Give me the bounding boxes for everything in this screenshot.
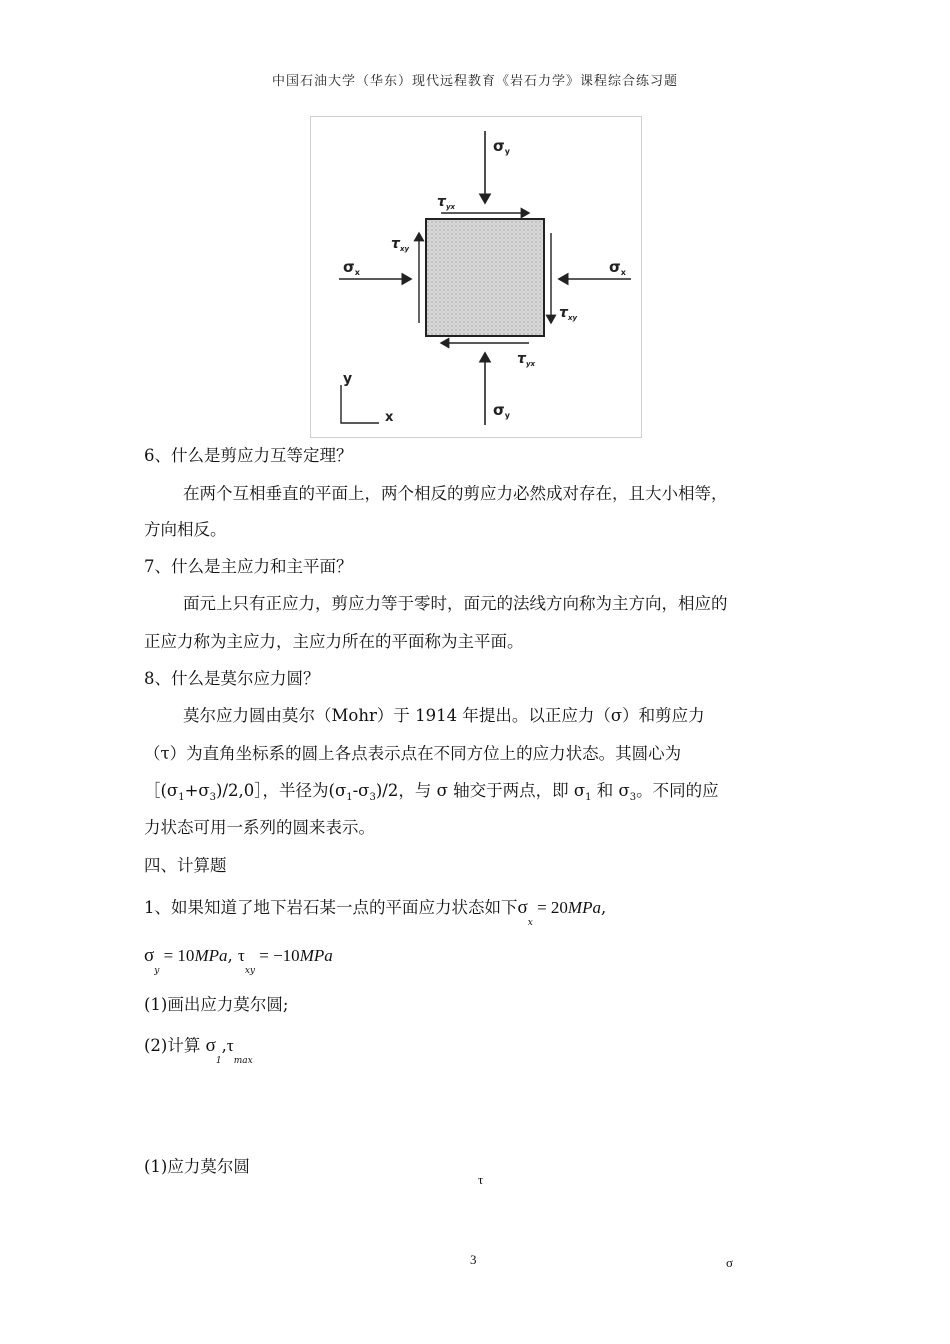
xy-axes bbox=[341, 385, 379, 423]
tau-yx-bottom-label: τ bbox=[517, 351, 526, 367]
tau-axis-label: τ bbox=[478, 1172, 484, 1187]
sigma-axis-label: σ bbox=[726, 1255, 734, 1270]
svg-text:σy bbox=[493, 137, 511, 156]
calc1-conditions: $\sigma_y = 10MPa$, $\tau_{xy} = -10MPa$ bbox=[144, 945, 333, 976]
tau-xy-left-label: τ bbox=[391, 236, 400, 252]
sigma-x-right-sub: x bbox=[620, 268, 626, 277]
section-title-calculation: 四、计算题 bbox=[144, 856, 227, 875]
calc1-intro: 1、如果知道了地下岩石某一点的平面应力状态如下$\sigma_x = 20MPa$, bbox=[144, 897, 607, 928]
svg-text:τxy bbox=[559, 305, 577, 322]
tau-yx-top-sub: yx bbox=[445, 203, 456, 211]
tau-yx-top-label: τ bbox=[437, 194, 446, 210]
calc1-part1: (1)画出应力莫尔圆; bbox=[144, 995, 289, 1014]
q8-question: 8、什么是莫尔应力圆？ bbox=[144, 669, 320, 688]
sigma-y-top-label: σ bbox=[493, 137, 505, 155]
stress-element-figure bbox=[310, 116, 642, 438]
calc1-part2: (2)计算 $\sigma_1,\tau_{max}$ bbox=[144, 1035, 253, 1066]
sigma-x-left-label: σ bbox=[343, 258, 355, 276]
q8-answer-line2: （τ）为直角坐标系的圆上各点表示点在不同方位上的应力状态。其圆心为 bbox=[144, 744, 682, 763]
q7-answer-line1: 面元上只有正应力，剪应力等于零时，面元的法线方向称为主方向，相应的 bbox=[183, 594, 728, 613]
tau-yx-bottom-sub: yx bbox=[525, 360, 536, 368]
sigma-y-top-sub: y bbox=[504, 147, 510, 156]
answer-heading-mohr-circle: (1)应力莫尔圆 bbox=[144, 1157, 250, 1176]
axis-y-label: y bbox=[343, 371, 353, 387]
stress-element-square bbox=[426, 219, 544, 336]
svg-text:σy bbox=[493, 401, 511, 420]
q6-answer-line1: 在两个互相垂直的平面上，两个相反的剪应力必然成对存在，且大小相等， bbox=[183, 484, 728, 503]
q8-answer-line4: 力状态可用一系列的圆来表示。 bbox=[144, 818, 375, 837]
svg-text:σx bbox=[343, 258, 361, 277]
sigma-y-bottom-sub: y bbox=[504, 411, 510, 420]
q8-answer-line3: $[(\sigma_1+\sigma_3)/2,0]$，半径为$(\sigma_1-\sigma_3)/2$，与 σ 轴交于两点，即 $\sigma_1$ 和 $\sigma_3$。不同的应 bbox=[144, 781, 719, 803]
q6-answer-line2: 方向相反。 bbox=[144, 520, 227, 539]
q8-answer-line1: 莫尔应力圆由莫尔（Mohr）于 1914 年提出。以正应力（σ）和剪应力 bbox=[183, 706, 705, 725]
tau-xy-right-sub: xy bbox=[567, 314, 578, 322]
sigma-x-left-sub: x bbox=[354, 268, 360, 277]
tau-xy-left-sub: xy bbox=[399, 245, 410, 253]
svg-text:σx bbox=[609, 258, 627, 277]
sigma-y-bottom-label: σ bbox=[493, 401, 505, 419]
axis-x-label: x bbox=[385, 410, 394, 425]
sigma-x-right-label: σ bbox=[609, 258, 621, 276]
q7-question: 7、什么是主应力和主平面？ bbox=[144, 557, 353, 576]
q7-answer-line2: 正应力称为主应力，主应力所在的平面称为主平面。 bbox=[144, 632, 524, 651]
page-header: 中国石油大学（华东）现代远程教育《岩石力学》课程综合练习题 bbox=[271, 74, 678, 89]
svg-text:τyx bbox=[517, 351, 536, 368]
svg-text:τxy bbox=[391, 236, 409, 253]
page-number: 3 bbox=[470, 1252, 477, 1267]
tau-xy-right-label: τ bbox=[559, 305, 568, 321]
q6-question: 6、什么是剪应力互等定理？ bbox=[144, 446, 353, 465]
svg-text:τyx bbox=[437, 194, 456, 211]
